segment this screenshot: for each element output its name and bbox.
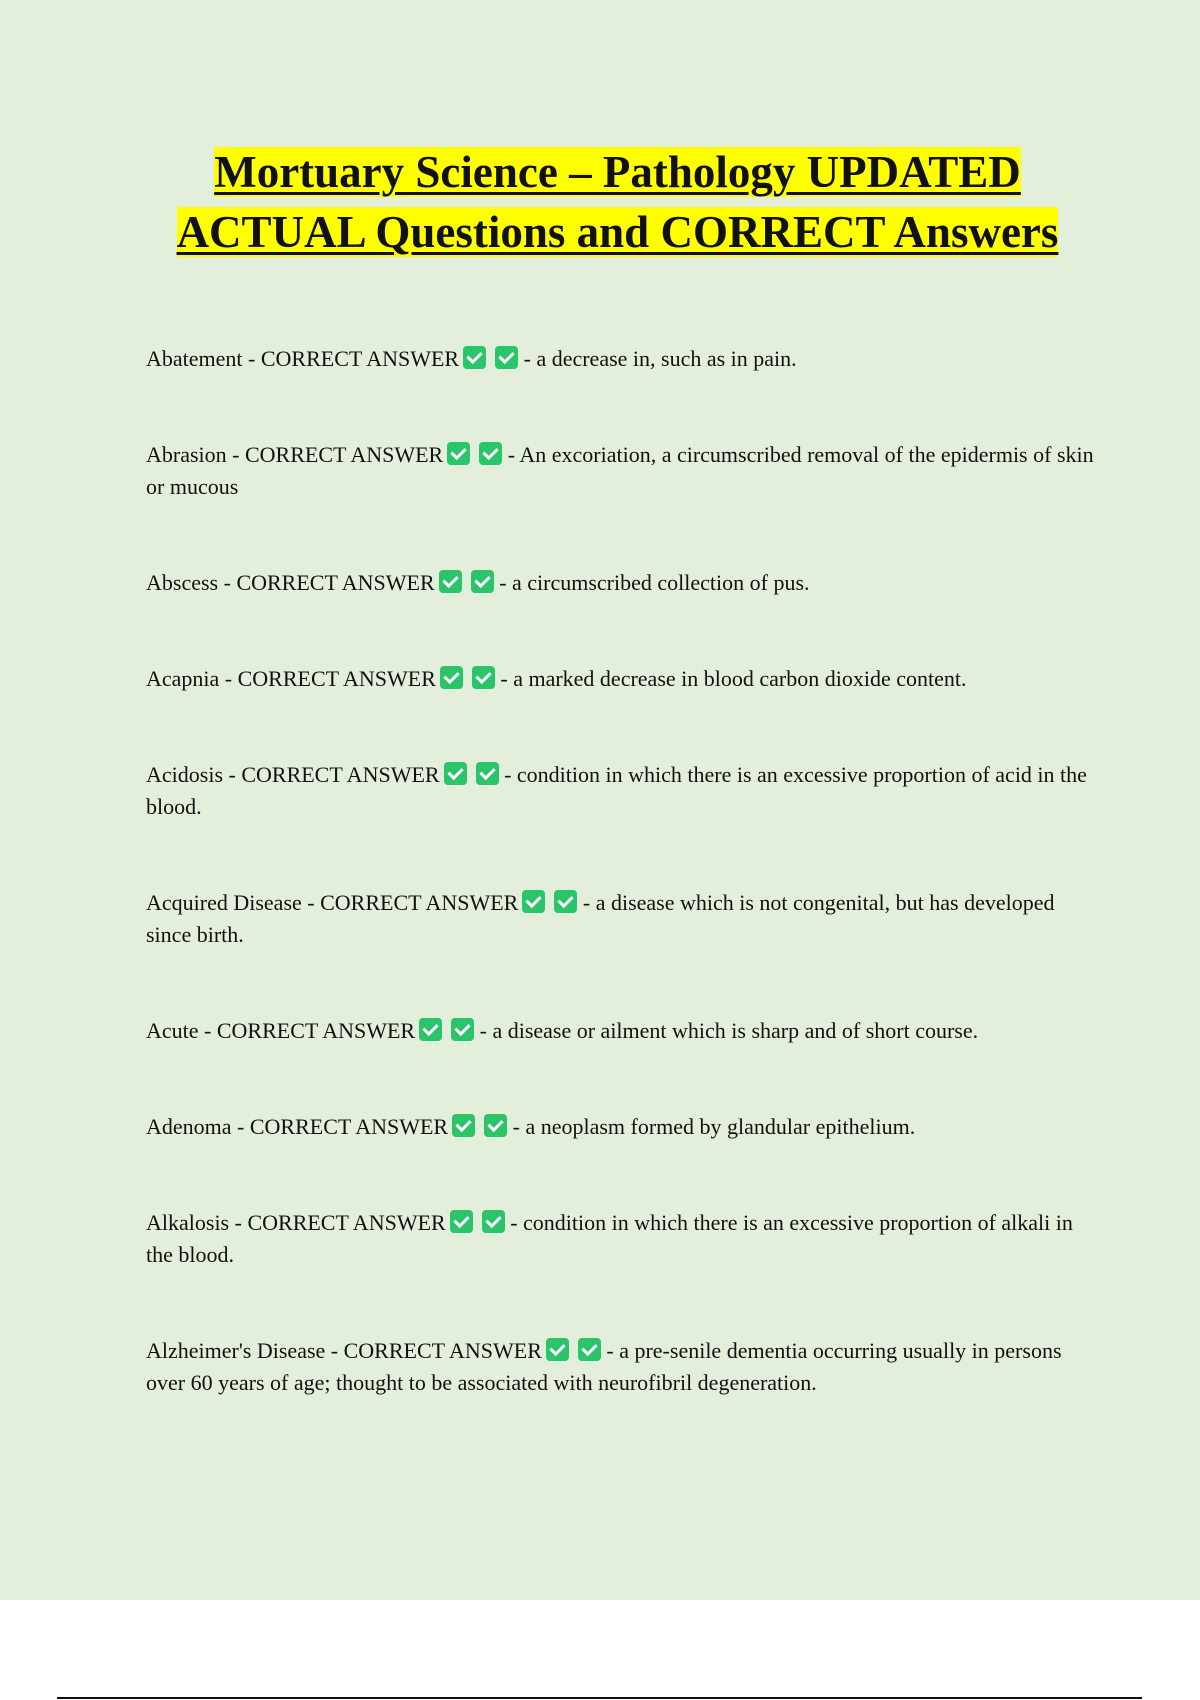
entry-definition: a disease or ailment which is sharp and of short course. — [492, 1018, 979, 1043]
entry-term: Abatement — [146, 346, 243, 371]
correct-answer-label: CORRECT ANSWER — [320, 890, 519, 915]
check-box-icon — [450, 1210, 473, 1233]
correct-answer-label: CORRECT ANSWER — [216, 1018, 416, 1043]
check-box-icon — [522, 890, 545, 913]
footer-rule — [57, 1697, 1142, 1699]
check-box-icon — [419, 1018, 442, 1041]
qa-entry: Adenoma - CORRECT ANSWER - a neoplasm formed by glandular epithelium. — [146, 1114, 916, 1139]
check-box-icon — [495, 346, 518, 369]
check-box-icon — [444, 762, 467, 785]
document-title — [120, 142, 1115, 262]
qa-entry: Abatement - CORRECT ANSWER - a decrease in, such as in pain. — [146, 346, 797, 371]
entry-term: Alzheimer's Disease — [146, 1338, 326, 1363]
correct-answer-label: CORRECT ANSWER — [247, 1210, 446, 1235]
entry-definition: a circumscribed collection of pus. — [512, 570, 810, 595]
correct-answer-label: CORRECT ANSWER — [343, 1338, 542, 1363]
check-box-icon — [554, 890, 577, 913]
qa-entry: Acute - CORRECT ANSWER - a disease or ailment which is sharp and of short course. — [146, 1018, 979, 1043]
qa-entry: Acidosis - CORRECT ANSWER - condition in which there is an excessive proportion of acid in the blood. — [146, 762, 1087, 819]
entry-term: Adenoma — [146, 1114, 232, 1139]
qa-entry: Abrasion - CORRECT ANSWER - An excoriation, a circumscribed removal of the epidermis of skin or mucous — [146, 442, 1094, 499]
correct-answer-label: CORRECT ANSWER — [260, 346, 460, 371]
qa-entry: Acquired Disease - CORRECT ANSWER - a disease which is not congenital, but has developed since birth. — [146, 890, 1055, 947]
check-box-icon — [484, 1114, 507, 1137]
entry-term: Acquired Disease — [146, 890, 302, 915]
check-box-icon — [471, 570, 494, 593]
check-box-icon — [578, 1338, 601, 1361]
correct-answer-label: CORRECT ANSWER — [237, 666, 436, 691]
entry-definition: a marked decrease in blood carbon dioxide content. — [513, 666, 967, 691]
entry-definition: a pre-senile dementia occurring usually in persons over 60 years of age; thought to be associated with neurofibril degeneration. — [146, 1338, 1062, 1395]
entry-term: Abrasion — [146, 442, 227, 467]
entry-term: Acidosis — [146, 762, 223, 787]
check-box-icon — [463, 346, 486, 369]
entry-definition: a disease which is not congenital, but has developed since birth. — [146, 890, 1055, 947]
correct-answer-label: CORRECT ANSWER — [241, 762, 440, 787]
correct-answer-label: CORRECT ANSWER — [249, 1114, 449, 1139]
entry-term: Acute — [146, 1018, 199, 1043]
qa-entry: Abscess - CORRECT ANSWER - a circumscribed collection of pus. — [146, 570, 810, 595]
entry-definition: An excoriation, a circumscribed removal of the epidermis of skin or mucous — [146, 442, 1094, 499]
qa-list — [146, 343, 1096, 1399]
check-box-icon — [482, 1210, 505, 1233]
check-box-icon — [479, 442, 502, 465]
check-box-icon — [451, 1018, 474, 1041]
document-title-text: Mortuary Science – Pathology UPDATED ACTUAL Questions and CORRECT Answers — [176, 147, 1059, 257]
entry-definition: a decrease in, such as in pain. — [536, 346, 797, 371]
correct-answer-label: CORRECT ANSWER — [236, 570, 435, 595]
check-box-icon — [452, 1114, 475, 1137]
qa-entry: Alzheimer's Disease - CORRECT ANSWER - a pre-senile dementia occurring usually in persons over 60 years of age; thought to be associated with neurofibril degeneration. — [146, 1338, 1062, 1395]
qa-entry: Alkalosis - CORRECT ANSWER - condition in which there is an excessive proportion of alkali in the blood. — [146, 1210, 1073, 1267]
correct-answer-label: CORRECT ANSWER — [244, 442, 444, 467]
entry-term: Alkalosis — [146, 1210, 230, 1235]
entry-term: Acapnia — [146, 666, 220, 691]
qa-entry: Acapnia - CORRECT ANSWER - a marked decrease in blood carbon dioxide content. — [146, 666, 967, 691]
check-box-icon — [546, 1338, 569, 1361]
entry-definition: a neoplasm formed by glandular epithelium. — [525, 1114, 916, 1139]
check-box-icon — [447, 442, 470, 465]
entry-definition: condition in which there is an excessive proportion of alkali in the blood. — [146, 1210, 1073, 1267]
check-box-icon — [476, 762, 499, 785]
check-box-icon — [472, 666, 495, 689]
entry-term: Abscess — [146, 570, 219, 595]
check-box-icon — [440, 666, 463, 689]
check-box-icon — [439, 570, 462, 593]
entry-definition: condition in which there is an excessive proportion of acid in the blood. — [146, 762, 1087, 819]
